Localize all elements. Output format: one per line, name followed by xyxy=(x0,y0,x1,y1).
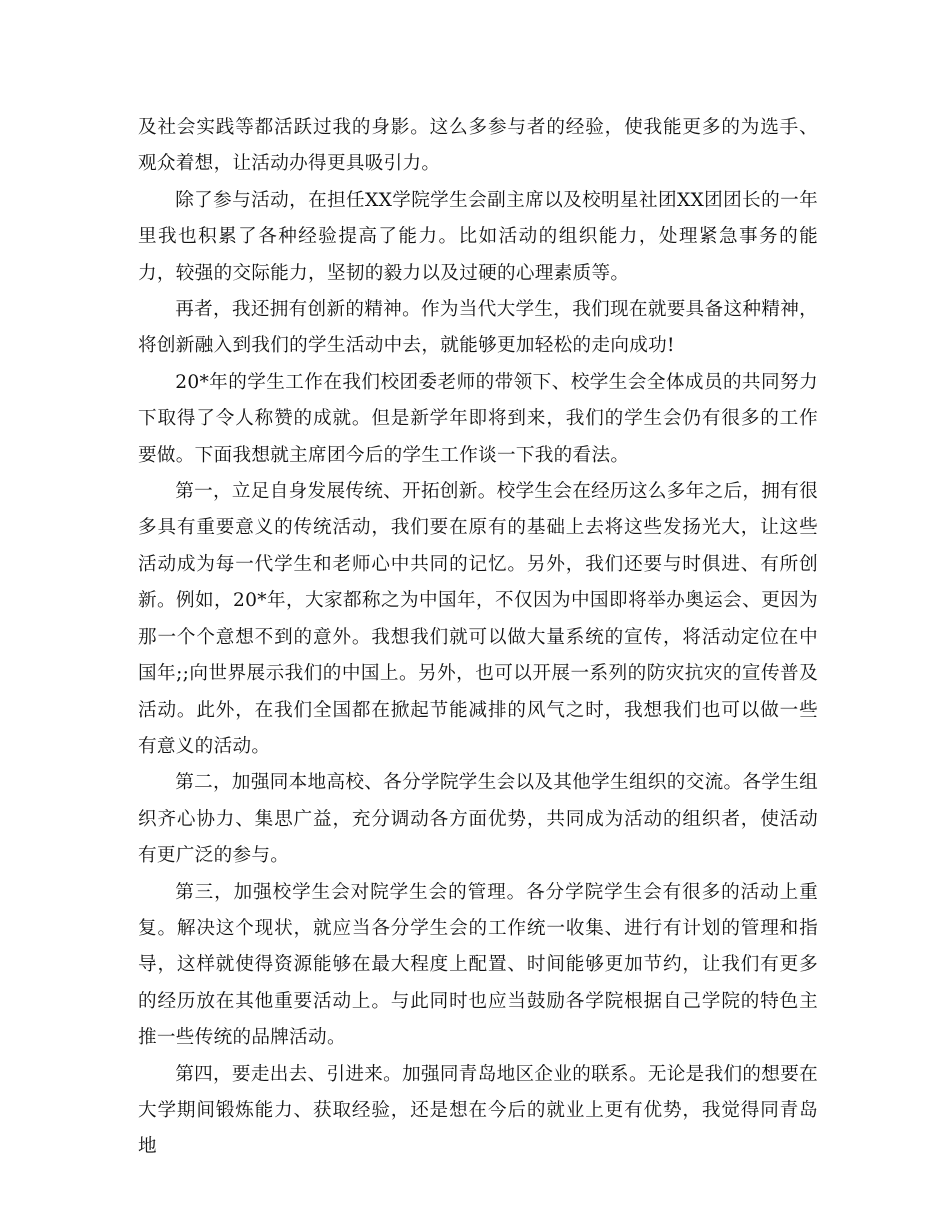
paragraph-1: 及社会实践等都活跃过我的身影。这么多参与者的经验，使我能更多的为选手、观众着想，让活动办得更具吸引力。 xyxy=(138,117,818,175)
paragraph-4: 20*年的学生工作在我们校团委老师的带领下、校学生会全体成员的共同努力下取得了令人称赞的成就。但是新学年即将到来，我们的学生会仍有很多的工作要做。下面我想就主席团今后的学生工作谈一下我的看法。 xyxy=(138,371,818,466)
paragraph-6: 第二，加强同本地高校、各分学院学生会以及其他学生组织的交流。各学生组织齐心协力、集思广益，充分调动各方面优势，共同成为活动的组织者，使活动有更广泛的参与。 xyxy=(138,772,818,867)
document-body xyxy=(138,110,818,1166)
paragraph-8: 第四，要走出去、引进来。加强同青岛地区企业的联系。无论是我们的想要在大学期间锻炼能力、获取经验，还是想在今后的就业上更有优势，我觉得同青岛地 xyxy=(138,1063,818,1158)
paragraph-2: 除了参与活动，在担任XX学院学生会副主席以及校明星社团XX团团长的一年里我也积累了各种经验提高了能力。比如活动的组织能力，处理紧急事务的能力，较强的交际能力，坚韧的毅力以及过硬的心理素质等。 xyxy=(138,189,818,284)
paragraph-5: 第一，立足自身发展传统、开拓创新。校学生会在经历这么多年之后，拥有很多具有重要意义的传统活动，我们要在原有的基础上去将这些发扬光大，让这些活动成为每一代学生和老师心中共同的记忆。另外，我们还要与时俱进、有所创新。例如，20*年，大家都称之为中国年，不仅因为中国即将举办奥运会、更因为那一个个意想不到的意外。我想我们就可以做大量系统的宣传，将活动定位在中国年;;向世界展示我们的中国上。另外，也可以开展一系列的防灾抗灾的宣传普及活动。此外，在我们全国都在掀起节能减排的风气之时，我想我们也可以做一些有意义的活动。 xyxy=(138,481,818,757)
paragraph-3: 再者，我还拥有创新的精神。作为当代大学生，我们现在就要具备这种精神，将创新融入到我们的学生活动中去，就能够更加轻松的走向成功! xyxy=(138,299,818,357)
paragraph-7: 第三，加强校学生会对院学生会的管理。各分学院学生会有很多的活动上重复。解决这个现状，就应当各分学生会的工作统一收集、进行有计划的管理和指导，这样就使得资源能够在最大程度上配置、时间能够更加节约，让我们有更多的经历放在其他重要活动上。与此同时也应当鼓励各学院根据自己学院的特色主推一些传统的品牌活动。 xyxy=(138,881,818,1049)
